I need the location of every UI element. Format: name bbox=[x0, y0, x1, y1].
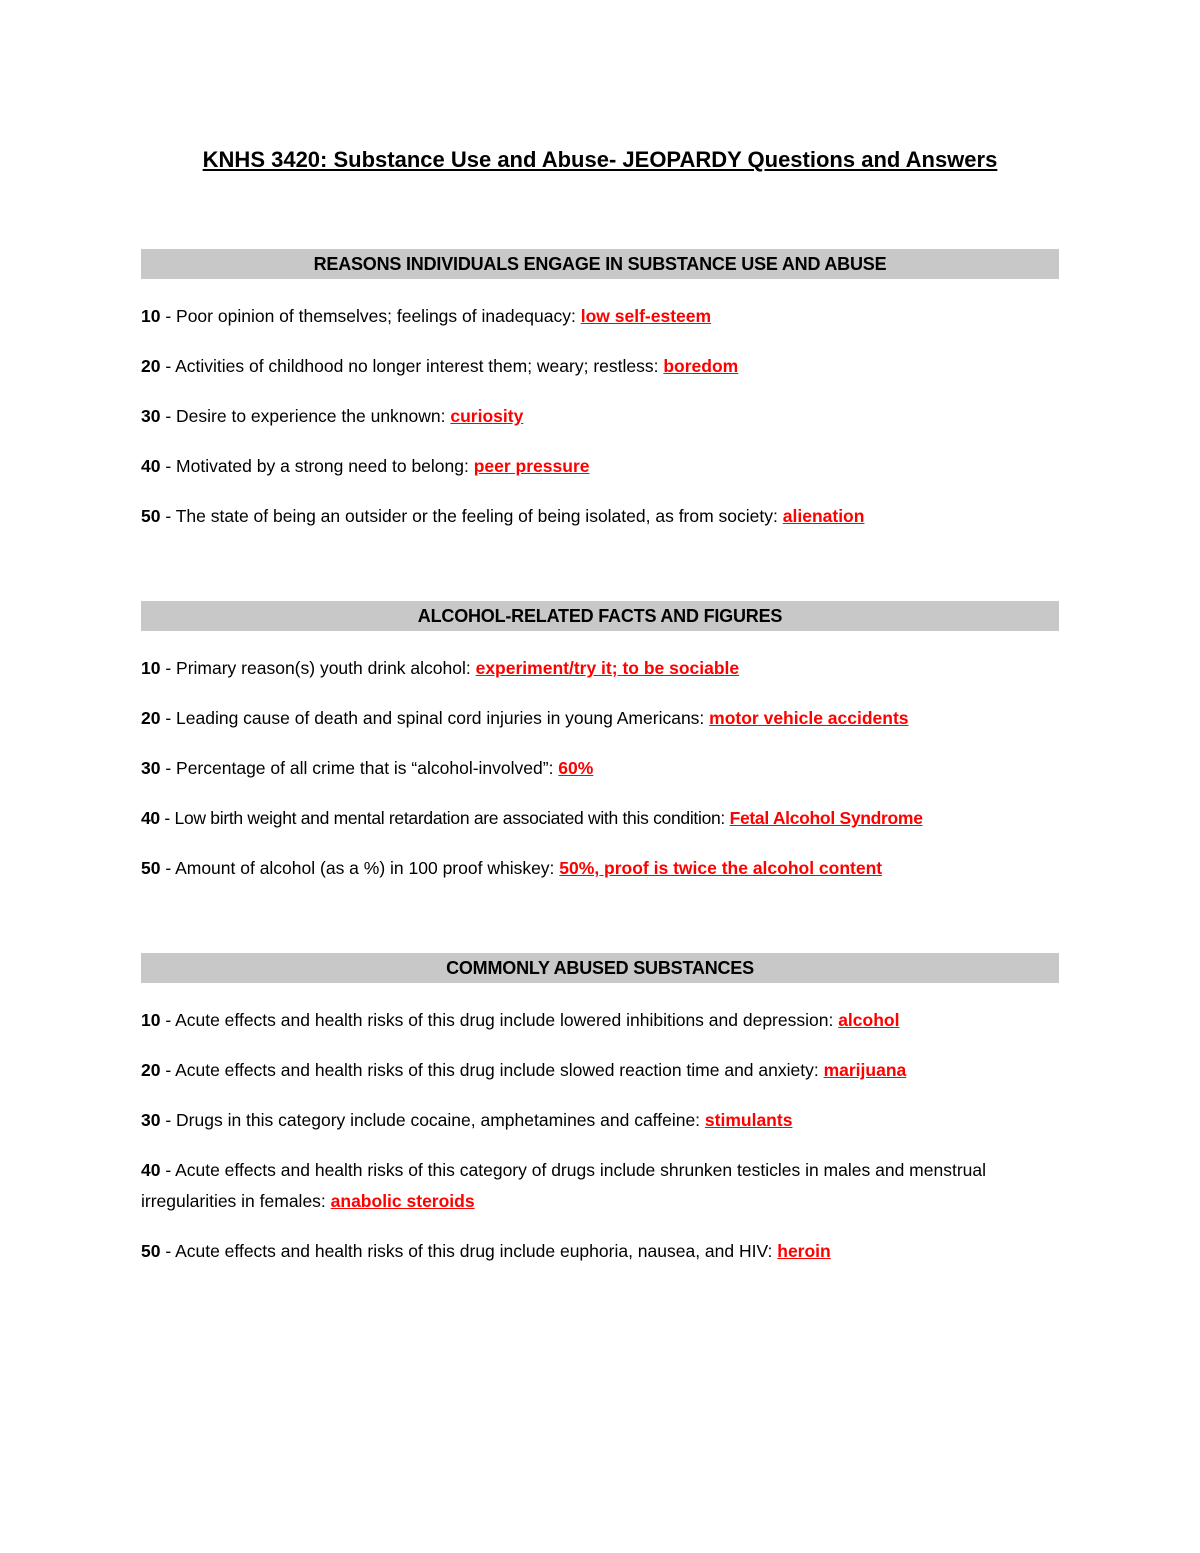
points-label: 20 bbox=[141, 1060, 161, 1080]
separator: - bbox=[160, 456, 177, 476]
question-item bbox=[141, 853, 1059, 884]
question-text: Acute effects and health risks of this drug include slowed reaction time and anxiety: bbox=[175, 1060, 824, 1080]
question-text: Amount of alcohol (as a %) in 100 proof whiskey: bbox=[175, 858, 560, 878]
answer-text: Fetal Alcohol Syndrome bbox=[729, 808, 923, 828]
question-item bbox=[141, 501, 1059, 532]
answer-text: alienation bbox=[782, 506, 865, 526]
points-label: 40 bbox=[141, 1160, 161, 1180]
answer-text: peer pressure bbox=[473, 456, 590, 476]
answer-text: curiosity bbox=[450, 406, 524, 426]
section-header: REASONS INDIVIDUALS ENGAGE IN SUBSTANCE USE AND ABUSE bbox=[141, 249, 1059, 279]
question-item bbox=[141, 1105, 1059, 1136]
question-text: Leading cause of death and spinal cord injuries in young Americans: bbox=[176, 708, 710, 728]
answer-text: stimulants bbox=[704, 1110, 793, 1130]
question-item bbox=[141, 301, 1059, 332]
answer-text: low self-esteem bbox=[580, 306, 712, 326]
points-label: 50 bbox=[141, 858, 161, 878]
answer-text: motor vehicle accidents bbox=[709, 708, 909, 728]
separator: - bbox=[160, 1241, 176, 1261]
answer-text: alcohol bbox=[838, 1010, 900, 1030]
points-label: 30 bbox=[141, 406, 161, 426]
question-text: Motivated by a strong need to belong: bbox=[176, 456, 474, 476]
question-text: Low birth weight and mental retardation are associated with this condition: bbox=[174, 808, 730, 828]
question-text: Primary reason(s) youth drink alcohol: bbox=[176, 658, 476, 678]
document-title: KNHS 3420: Substance Use and Abuse- JEOPARDY Questions and Answers bbox=[202, 147, 998, 172]
question-item bbox=[141, 653, 1059, 684]
section-alcohol-facts bbox=[141, 601, 1059, 884]
points-label: 10 bbox=[141, 1010, 161, 1030]
points-label: 40 bbox=[141, 456, 161, 476]
question-text: Desire to experience the unknown: bbox=[176, 406, 451, 426]
question-text: Acute effects and health risks of this drug include euphoria, nausea, and HIV: bbox=[175, 1241, 778, 1261]
points-label: 20 bbox=[141, 708, 161, 728]
question-text: Poor opinion of themselves; feelings of inadequacy: bbox=[176, 306, 581, 326]
separator: - bbox=[160, 406, 177, 426]
section-reasons bbox=[141, 249, 1059, 532]
section-header: COMMONLY ABUSED SUBSTANCES bbox=[141, 953, 1059, 983]
separator: - bbox=[160, 356, 176, 376]
question-text: Percentage of all crime that is “alcohol-involved”: bbox=[176, 758, 559, 778]
question-text: Acute effects and health risks of this drug include lowered inhibitions and depression: bbox=[175, 1010, 839, 1030]
points-label: 20 bbox=[141, 356, 161, 376]
answer-text: experiment/try it; to be sociable bbox=[475, 658, 740, 678]
separator: - bbox=[160, 506, 176, 526]
separator: - bbox=[160, 658, 177, 678]
separator: - bbox=[160, 1010, 176, 1030]
separator: - bbox=[159, 808, 175, 828]
question-item bbox=[141, 1005, 1059, 1036]
question-item bbox=[141, 803, 1059, 834]
question-text: Activities of childhood no longer interest them; weary; restless: bbox=[175, 356, 664, 376]
separator: - bbox=[160, 1160, 176, 1180]
separator: - bbox=[160, 858, 176, 878]
question-text: Drugs in this category include cocaine, amphetamines and caffeine: bbox=[176, 1110, 705, 1130]
answer-text: 50%, proof is twice the alcohol content bbox=[559, 858, 883, 878]
question-item bbox=[141, 451, 1059, 482]
question-item bbox=[141, 1236, 1059, 1267]
separator: - bbox=[160, 1060, 176, 1080]
answer-text: boredom bbox=[663, 356, 739, 376]
points-label: 40 bbox=[141, 808, 160, 828]
points-label: 50 bbox=[141, 506, 161, 526]
points-label: 10 bbox=[141, 306, 161, 326]
answer-text: anabolic steroids bbox=[330, 1191, 475, 1211]
separator: - bbox=[160, 758, 177, 778]
separator: - bbox=[160, 306, 177, 326]
answer-text: marijuana bbox=[823, 1060, 907, 1080]
section-commonly-abused bbox=[141, 953, 1059, 1267]
section-header: ALCOHOL-RELATED FACTS AND FIGURES bbox=[141, 601, 1059, 631]
answer-text: heroin bbox=[777, 1241, 831, 1261]
question-item bbox=[141, 703, 1059, 734]
separator: - bbox=[160, 1110, 177, 1130]
question-item bbox=[141, 1155, 1059, 1217]
points-label: 30 bbox=[141, 758, 161, 778]
question-text: Acute effects and health risks of this category of drugs include shrunken testicles in males and menstrual irregularities in females: bbox=[141, 1160, 987, 1211]
question-item bbox=[141, 401, 1059, 432]
question-item bbox=[141, 1055, 1059, 1086]
points-label: 10 bbox=[141, 658, 161, 678]
points-label: 50 bbox=[141, 1241, 161, 1261]
answer-text: 60% bbox=[558, 758, 594, 778]
question-text: The state of being an outsider or the feeling of being isolated, as from society: bbox=[175, 506, 783, 526]
question-item bbox=[141, 351, 1059, 382]
separator: - bbox=[160, 708, 177, 728]
points-label: 30 bbox=[141, 1110, 161, 1130]
question-item bbox=[141, 753, 1059, 784]
